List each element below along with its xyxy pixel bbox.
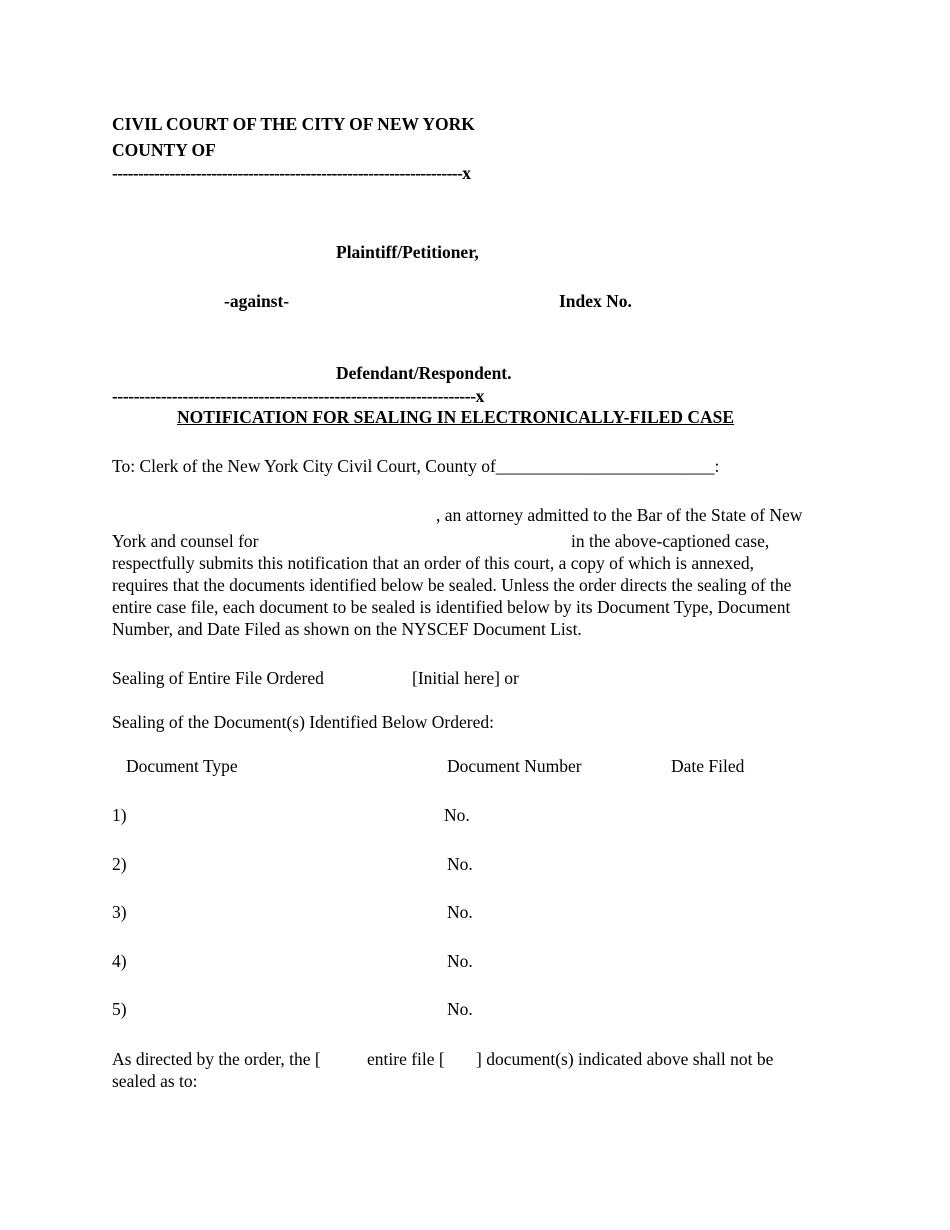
court-name: CIVIL COURT OF THE CITY OF NEW YORK [112,114,475,134]
header-document-type: Document Type [126,756,238,776]
initial-here-field[interactable]: [Initial here] or [412,668,519,688]
row-number: 2) [112,854,127,874]
defendant-label: Defendant/Respondent. [336,363,512,383]
body-line-2-right: in the above-captioned case, [571,531,770,551]
row-document-no: No. [447,999,473,1019]
county-line: COUNTY OF [112,140,216,160]
caption-top-divider: -------------------------------------------------------------------x [112,163,471,183]
row-number: 3) [112,902,127,922]
body-line-5: entire case file, each document to be sealed is identified below by its Document Type, Document [112,597,791,617]
body-line-3: respectfully submits this notification that an order of this court, a copy of which is annexed, [112,553,754,573]
entire-file-option[interactable]: entire file [ [367,1049,445,1069]
header-date-filed: Date Filed [671,756,745,776]
row-number: 1) [112,805,127,825]
caption-bottom-divider: -------------------------------------------------------------------x [112,386,485,406]
header-document-number: Document Number [447,756,582,776]
directed-text-line-2: sealed as to: [112,1071,198,1091]
row-document-no: No. [444,805,470,825]
sealing-entire-file-label: Sealing of Entire File Ordered [112,668,324,688]
against-label: -against- [224,291,290,311]
to-clerk-line: To: Clerk of the New York City Civil Court, County of_________________________: [112,456,720,476]
row-number: 5) [112,999,127,1019]
document-title: NOTIFICATION FOR SEALING IN ELECTRONICALLY-FILED CASE [177,407,735,427]
row-number: 4) [112,951,127,971]
row-document-no: No. [447,902,473,922]
body-line-4: requires that the documents identified below be sealed. Unless the order directs the sealing of the [112,575,792,595]
body-line-2-left: York and counsel for [112,531,259,551]
body-line-1: , an attorney admitted to the Bar of the State of New [436,505,803,525]
index-no-label: Index No. [559,291,632,311]
body-line-6: Number, and Date Filed as shown on the NYSCEF Document List. [112,619,582,639]
plaintiff-label: Plaintiff/Petitioner, [336,242,479,262]
row-document-no: No. [447,951,473,971]
documents-option[interactable]: ] document(s) indicated above shall not be [476,1049,774,1069]
directed-text-start: As directed by the order, the [ [112,1049,321,1069]
sealing-documents-label: Sealing of the Document(s) Identified Below Ordered: [112,712,494,732]
row-document-no: No. [447,854,473,874]
